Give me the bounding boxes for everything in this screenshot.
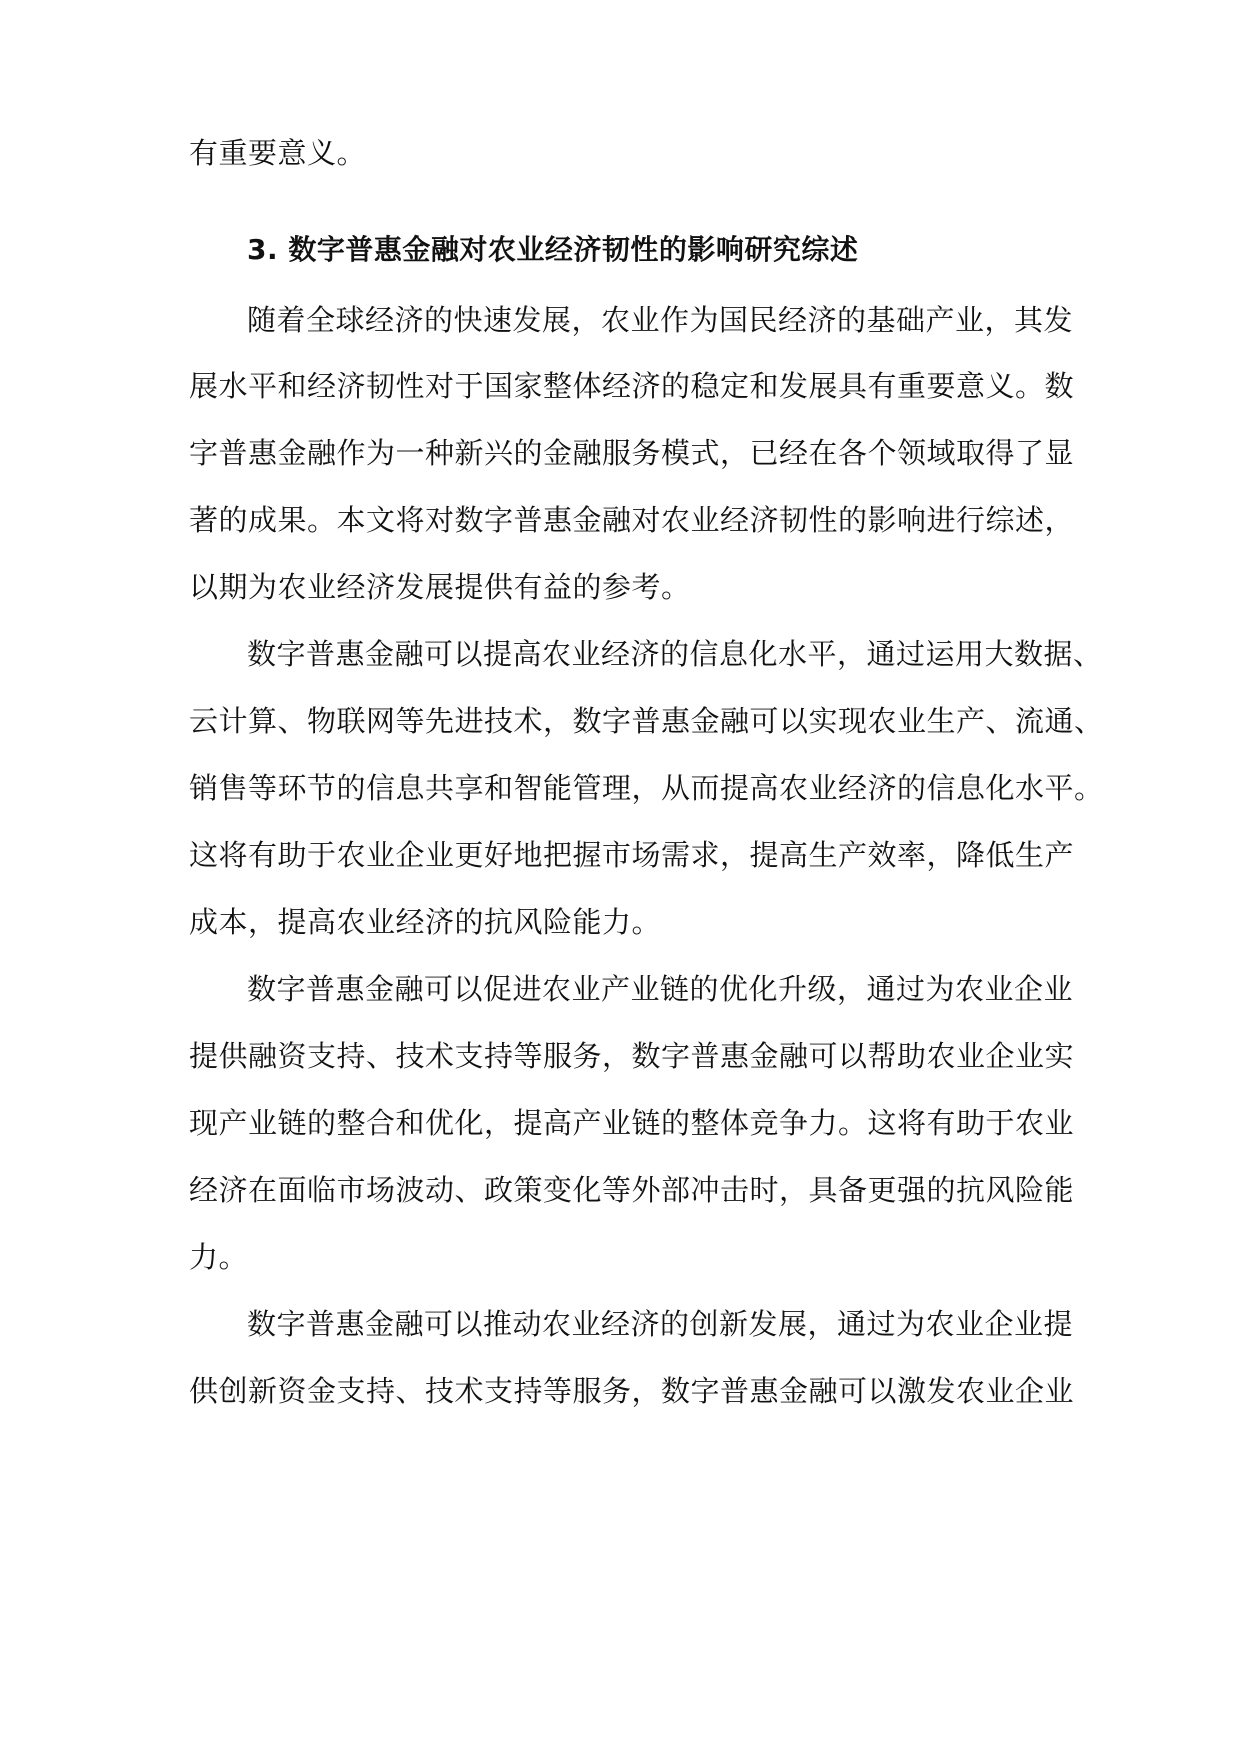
paragraph-line: 随着全球经济的快速发展，农业作为国民经济的基础产业，其发 [247, 303, 1074, 337]
paragraph-line: 有重要意义。 [189, 136, 367, 170]
paragraph-line: 销售等环节的信息共享和智能管理，从而提高农业经济的信息化水平。 [189, 771, 1104, 805]
paragraph-line: 字普惠金融作为一种新兴的金融服务模式，已经在各个领域取得了显 [189, 436, 1075, 470]
paragraph-line: 经济在面临市场波动、政策变化等外部冲击时，具备更强的抗风险能 [189, 1173, 1075, 1207]
paragraph-line: 供创新资金支持、技术支持等服务，数字普惠金融可以激发农业企业 [189, 1374, 1075, 1408]
section-heading: 3. 数字普惠金融对农业经济韧性的影响研究综述 [247, 233, 859, 266]
paragraph-line: 数字普惠金融可以促进农业产业链的优化升级，通过为农业企业 [247, 972, 1074, 1006]
paragraph-line: 数字普惠金融可以推动农业经济的创新发展，通过为农业企业提 [247, 1307, 1074, 1341]
paragraph-line: 成本，提高农业经济的抗风险能力。 [189, 905, 662, 939]
paragraph-line: 现产业链的整合和优化，提高产业链的整体竞争力。这将有助于农业 [189, 1106, 1075, 1140]
paragraph-line: 著的成果。本文将对数字普惠金融对农业经济韧性的影响进行综述， [189, 503, 1075, 537]
paragraph-line: 提供融资支持、技术支持等服务，数字普惠金融可以帮助农业企业实 [189, 1039, 1075, 1073]
paragraph-line: 以期为农业经济发展提供有益的参考。 [189, 570, 691, 604]
paragraph-line: 数字普惠金融可以提高农业经济的信息化水平，通过运用大数据、 [247, 637, 1103, 671]
paragraph-line: 力。 [189, 1240, 249, 1274]
paragraph-line: 云计算、物联网等先进技术，数字普惠金融可以实现农业生产、流通、 [189, 704, 1104, 738]
paragraph-line: 展水平和经济韧性对于国家整体经济的稳定和发展具有重要意义。数 [189, 369, 1075, 403]
paragraph-line: 这将有助于农业企业更好地把握市场需求，提高生产效率，降低生产 [189, 838, 1075, 872]
